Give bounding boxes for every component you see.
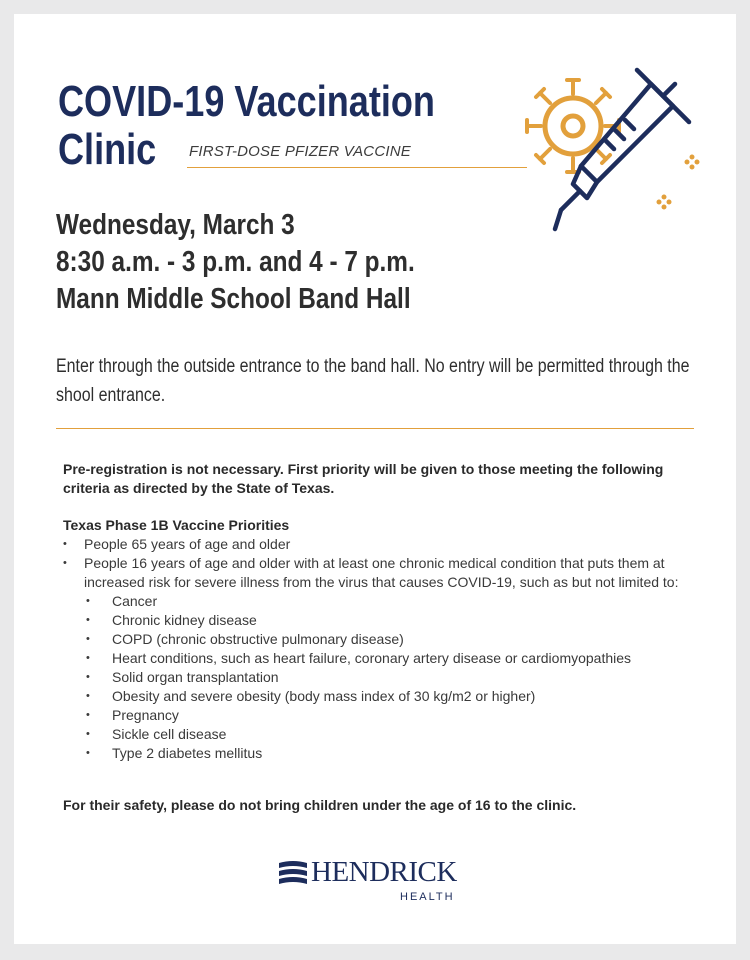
priorities-section: [63, 516, 713, 763]
flyer-subtitle: FIRST-DOSE PFIZER VACCINE: [189, 143, 411, 160]
list-item: • Pregnancy: [63, 706, 713, 725]
virus-icon: [527, 80, 619, 172]
event-time: 8:30 a.m. - 3 p.m. and 4 - 7 p.m.: [56, 246, 415, 278]
event-details: [56, 207, 415, 318]
title-line-1: COVID-19 Vaccination: [58, 77, 435, 126]
list-item: • Heart conditions, such as heart failure, coronary artery disease or cardiomyopathies: [63, 649, 713, 668]
event-location: Mann Middle School Band Hall: [56, 283, 411, 315]
list-item: • Solid organ transplantation: [63, 668, 713, 687]
list-item: • COPD (chronic obstructive pulmonary disease): [63, 630, 713, 649]
registration-note: Pre-registration is not necessary. First priority will be given to those meeting the following criteria as directed by the State of Texas.: [63, 461, 664, 496]
list-item: • Cancer: [63, 592, 713, 611]
logo-subtext: HEALTH: [400, 891, 455, 903]
priorities-list: [63, 535, 713, 592]
list-item: • People 16 years of age and older with at least one chronic medical condition that puts them at increased risk for severe illness from the virus that causes COVID-19, such as but not limited to:: [63, 554, 713, 592]
vaccine-illustration: [501, 54, 701, 259]
flyer-page: [14, 14, 736, 944]
logo-name: HENDRICK: [311, 856, 457, 888]
subtitle-underline: [187, 167, 527, 168]
list-item: • Type 2 diabetes mellitus: [63, 744, 713, 763]
syringe-icon: [555, 70, 689, 229]
title-line-2: Clinic: [58, 125, 157, 174]
safety-note: For their safety, please do not bring children under the age of 16 to the clinic.: [63, 797, 577, 813]
list-item: • Obesity and severe obesity (body mass index of 30 kg/m2 or higher): [63, 687, 713, 706]
sparkle-icon: [657, 155, 700, 210]
section-divider: [56, 428, 694, 429]
list-item: • Sickle cell disease: [63, 725, 713, 744]
event-date: Wednesday, March 3: [56, 209, 295, 241]
list-item: • People 65 years of age and older: [63, 535, 713, 554]
hendrick-health-logo: [277, 856, 477, 908]
priorities-heading: Texas Phase 1B Vaccine Priorities: [63, 517, 290, 533]
hendrick-flag-icon: [277, 859, 309, 889]
list-item: • Chronic kidney disease: [63, 611, 713, 630]
conditions-list: [63, 592, 713, 763]
entry-instructions: Enter through the outside entrance to the band hall. No entry will be permitted through the shool entrance.: [56, 356, 690, 406]
